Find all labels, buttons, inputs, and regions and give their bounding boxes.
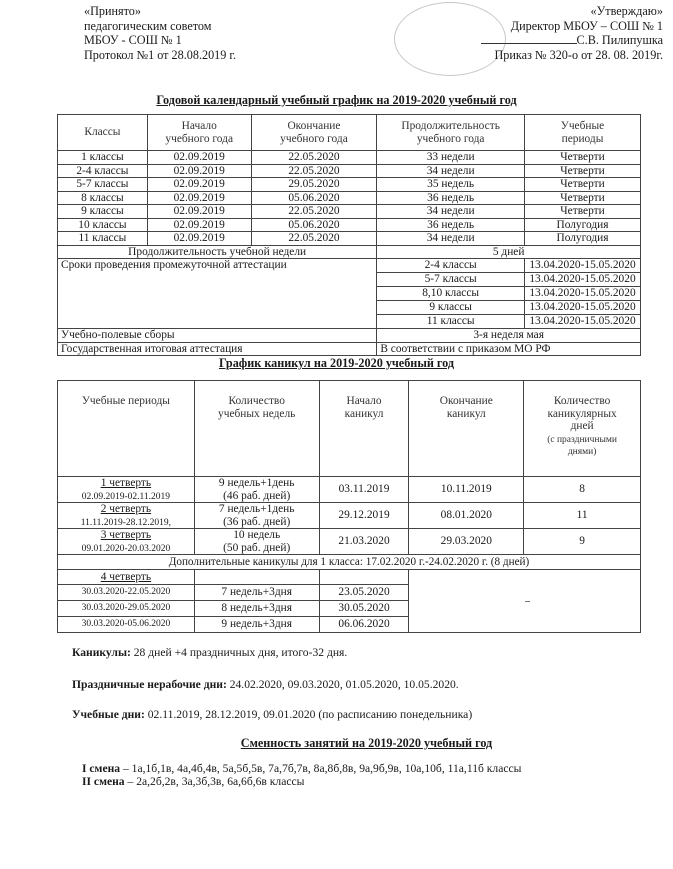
header-study-periods: Учебные периоды [58,381,195,477]
header-end: Окончание учебного года [251,115,377,151]
week-length-value: 5 дней [377,245,641,259]
header-periods: Учебные периоды [524,115,640,151]
attestation-label: Сроки проведения промежуточной аттестации [58,259,377,329]
calendar-row: 10 классы 02.09.2019 05.06.2020 36 недель Полугодия [58,218,641,232]
accepted-line: МБОУ - СОШ № 1 [84,33,182,47]
calendar-row: 5-7 классы 02.09.2019 29.05.2020 35 недель Четверти [58,178,641,192]
first-shift: I смена – 1а,1б,1в, 4а,4б,4в, 5а,5б,5в, 7а,7б,7в, 8а,8б,8в, 9а,9б,9в, 10а,10б, 11а,11б классы [82,762,522,775]
q4-label: 4 четверть [100,570,152,583]
empty-cell-dash [525,601,530,602]
holidays-total-note: Каникулы: 28 дней +4 праздничных дня, итого-32 дня. [72,646,348,659]
gia-value: В соответствии с приказом МО РФ [377,342,641,356]
extra-holidays-row [58,555,641,570]
q4-row: 30.03.2020-05.06.2020 9 недель+3дня 06.06.2020 [58,617,641,633]
calendar-row: 1 классы 02.09.2019 22.05.2020 33 недели Четверти [58,151,641,165]
holidays-title: График каникул на 2019-2020 учебный год [218,356,455,370]
attestation-row: 8,10 классы 13.04.2020-15.05.2020 [58,287,641,301]
holidays-table [57,380,641,633]
header-weeks-count: Количество учебных недель [194,381,319,477]
calendar-row: 2-4 классы 02.09.2019 22.05.2020 34 недели Четверти [58,164,641,178]
signature-line [481,43,577,44]
calendar-title: Годовой календарный учебный график на 2019-2020 учебный год [156,93,517,107]
q4-label-row [58,570,641,585]
accepted-line: педагогическим советом [84,18,212,33]
shifts-title: Сменность занятий на 2019-2020 учебный год [240,736,493,750]
header-start: Начало учебного года [147,115,251,151]
q4-empty-cell [409,570,641,633]
holidays-row: 3 четверть 09.01.2020-20.03.2020 10 недель (50 раб. дней) 21.03.2020 29.03.2020 9 [58,529,641,555]
holidays-row: 1 четверть 02.09.2019-02.11.2019 9 недель+1день (46 раб. дней) 03.11.2019 10.11.2019 8 [58,477,641,503]
approval-order: Приказ № 320-о от 28. 08. 2019г. [494,47,663,62]
calendar-row: 8 классы 02.09.2019 05.06.2020 36 недель Четверти [58,191,641,205]
gia-label: Государственная итоговая аттестация [58,342,377,356]
working-days-note: Учебные дни: 02.11.2019, 28.12.2019, 09.01.2020 (по расписанию понедельника) [72,708,473,721]
approval-director: Директор МБОУ – СОШ № 1 [510,18,663,33]
calendar-header-row [58,115,641,151]
attestation-row: 11 классы 13.04.2020-15.05.2020 [58,315,641,329]
field-camp-value: 3-я неделя мая [377,329,641,343]
q4-row: 30.03.2020-22.05.2020 7 недель+3дня 23.05.2020 [58,585,641,601]
attestation-row: 9 классы 13.04.2020-15.05.2020 [58,301,641,315]
gia-row [58,342,641,356]
field-camp-label: Учебно-полевые сборы [58,329,377,343]
holidays-row: 2 четверть 11.11.2019-28.12.2019, 7 недель+1день (36 раб. дней) 29.12.2019 08.01.2020 11 [58,503,641,529]
week-length-row [58,245,641,259]
header-holiday-end: Окончание каникул [409,381,524,477]
approval-block [481,4,663,62]
approval-title: «Утверждаю» [590,4,663,18]
accepted-line: Протокол №1 от 28.08.2019 г. [84,47,237,62]
calendar-row: 9 классы 02.09.2019 22.05.2020 34 недели Четверти [58,205,641,219]
q4-row: 30.03.2020-29.05.2020 8 недель+3дня 30.05.2020 [58,601,641,617]
attestation-row: 5-7 классы 13.04.2020-15.05.2020 [58,273,641,287]
accepted-line: «Принято» [84,4,141,18]
attestation-row: Сроки проведения промежуточной аттестации 2-4 классы 13.04.2020-15.05.2020 [58,259,641,273]
second-shift: II смена – 2а,2б,2в, 3а,3б,3в, 6а,6б,6в классы [82,775,305,788]
header-holiday-start: Начало каникул [319,381,409,477]
calendar-row: 11 классы 02.09.2019 22.05.2020 34 недели Полугодия [58,232,641,246]
approval-name: С.В. Пилипушка [576,33,663,47]
header-classes: Классы [58,115,148,151]
approval-signature-row [481,33,663,48]
calendar-table [57,114,641,356]
accepted-block [84,4,236,62]
header-duration: Продолжительность учебного года [377,115,525,151]
extra-holidays-note: Дополнительные каникулы для 1 класса: 17.02.2020 г.-24.02.2020 г. (8 дней) [58,555,641,570]
field-camp-row [58,329,641,343]
holidays-header-row [58,381,641,477]
public-holidays-note: Праздничные нерабочие дни: 24.02.2020, 09.03.2020, 01.05.2020, 10.05.2020. [72,678,459,691]
header-holiday-days: Количество каникулярных дней (с праздничными днями) [524,381,641,477]
week-length-label: Продолжительность учебной недели [58,245,377,259]
